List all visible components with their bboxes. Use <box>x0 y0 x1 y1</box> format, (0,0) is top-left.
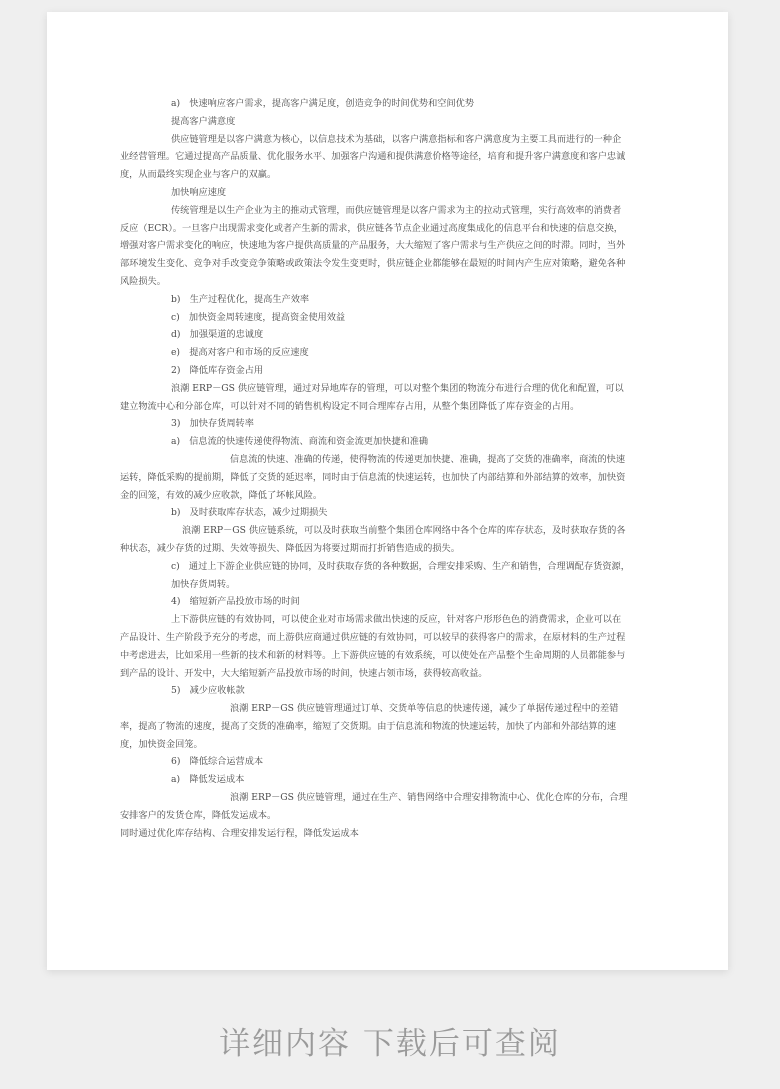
paragraph: 信息流的快速、准确的传递，使得物流的传递更加快捷、准确，提高了交货的准确率，商流的快速运转，降低采购的提前期，降低了交货的延迟率，同时由于信息流的快速运转，也加快了内部结算和外部结算的效率，加快资金的回笼，有效的减少应收款，降低了坏帐风险。 <box>120 453 626 501</box>
paragraph: d) 加强渠道的忠诚度 <box>171 329 264 341</box>
download-prompt: 详细内容 下载后可查阅 <box>219 1026 561 1062</box>
paragraph: 6) 降低综合运营成本 <box>171 756 264 768</box>
document-page <box>47 12 728 970</box>
paragraph: 4) 缩短新产品投放市场的时间 <box>171 596 300 608</box>
paragraph: 供应链管理是以客户满意为核心，以信息技术为基础，以客户满意指标和客户满意度为主要工具而进行的一种企业经营管理。它通过提高产品质量、优化服务水平、加强客户沟通和提供满意价格等途径，培育和提升客户满意度和客户忠诚度，从而最终实现企业与客户的双赢。 <box>120 133 626 181</box>
paragraph: 浪潮 ERP－GS 供应链系统，可以及时获取当前整个集团仓库网络中各个仓库的库存状态，及时获取存货的各种状态，减少存货的过期、失效等损失、降低因为将要过期而打折销售造成的损失。 <box>120 525 626 554</box>
paragraph: 上下游供应链的有效协同，可以使企业对市场需求做出快速的反应，针对客户形形色色的消费需求，企业可以在产品设计、生产阶段予充分的考虑，而上游供应商通过供应链的有效协同，可以较早的获得客户的需求，在原材料的生产过程中考虑进去，比如采用一些新的技术和新的材料等。上下游供应链的有效系统，可以使处在产品整个生命周期的人员都能参与到产品的设计、开发中，大大缩短新产品投放市场的时间，快速占领市场，获得较高收益。 <box>120 614 626 679</box>
paragraph: 3) 加快存货周转率 <box>171 418 254 430</box>
paragraph: 5) 减少应收帐款 <box>171 685 245 697</box>
document-body <box>120 95 630 842</box>
paragraph: 2) 降低库存资金占用 <box>171 364 264 376</box>
paragraph: 同时通过优化库存结构、合理安排发运行程，降低发运成本 <box>120 827 359 839</box>
paragraph: 浪潮 ERP－GS 供应链管理，通过对异地库存的管理，可以对整个集团的物流分布进行合理的优化和配置，可以建立物流中心和分部仓库，可以针对不同的销售机构设定不同合理库存占用，从整个集团降低了库存资金的占用。 <box>120 382 624 412</box>
paragraph: a) 降低发运成本 <box>171 774 245 786</box>
paragraph: c) 加快资金周转速度，提高资金使用效益 <box>171 311 346 323</box>
paragraph: 浪潮 ERP－GS 供应链管理通过订单、交货单等信息的快速传递，减少了单据传递过程中的差错率，提高了物流的速度，提高了交货的准确率，缩短了交货期。由于信息流和物流的快速运转，加快了内部和外部结算的速度，加快资金回笼。 <box>120 703 619 750</box>
paragraph: b) 及时获取库存状态，减少过期损失 <box>171 507 328 519</box>
paragraph: e) 提高对客户和市场的反应速度 <box>171 347 309 359</box>
paragraph: 浪潮 ERP－GS 供应链管理，通过在生产、销售网络中合理安排物流中心、优化仓库的分布，合理安排客户的发货仓库，降低发运成本。 <box>120 792 628 821</box>
paragraph: b) 生产过程优化，提高生产效率 <box>171 293 310 305</box>
paragraph: c) 通过上下游企业供应链的协同，及时获取存货的各种数据，合理安排采购、生产和销售，合理调配存货资源，加快存货周转。 <box>171 560 630 590</box>
paragraph: 提高客户满意度 <box>171 115 236 127</box>
paragraph: a) 信息流的快速传递使得物流、商流和资金流更加快捷和准确 <box>171 436 429 448</box>
paragraph: 加快响应速度 <box>171 186 227 198</box>
paragraph: a) 快速响应客户需求，提高客户满足度，创造竞争的时间优势和空间优势 <box>171 98 475 109</box>
paragraph: 传统管理是以生产企业为主的推动式管理，而供应链管理是以客户需求为主的拉动式管理，实行高效率的消费者反应（ECR）。一旦客户出现需求变化或者产生新的需求，供应链各节点企业通过高度集成化的信息平台和快速的信息交换，增强对客户需求变化的响应，快速地为客户提供高质量的产品服务，大大缩短了客户需求与生产供应之间的时滞。同时，当外部环境发生变化、竞争对手改变竞争策略或政策法令发生变更时，供应链企业都能够在最短的时间内产生应对策略，避免各种风险损失。 <box>120 204 626 287</box>
